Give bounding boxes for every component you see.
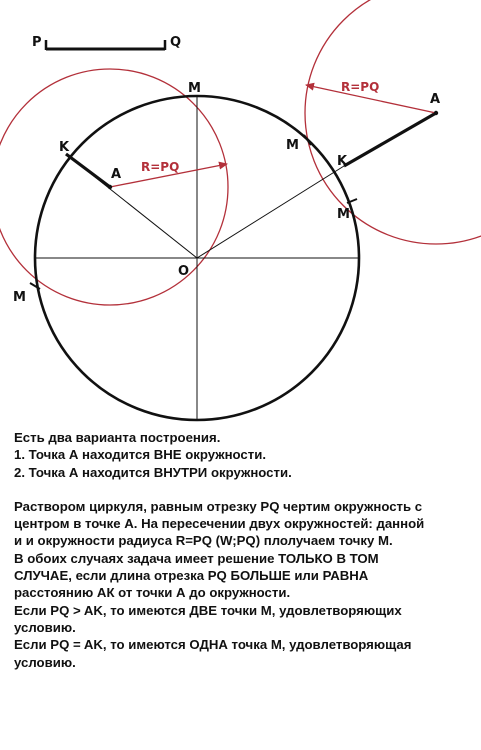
label-k-inner: K: [59, 140, 70, 155]
text-line-13: условию.: [14, 654, 76, 670]
label-radius-outer: R=PQ: [341, 80, 380, 94]
text-line-12: Если PQ = AK, то имеются ОДНА точка М, удовлетворяющая: [14, 637, 412, 653]
text-line-7: В обоих случаях задача имеет решение ТОЛЬКО В ТОМ: [14, 550, 379, 566]
text-line-9: расстоянию АК от точки А до окружности.: [14, 585, 291, 601]
text-line-11: условию.: [14, 619, 76, 635]
aux-circle-outer: [305, 0, 481, 244]
label-m-inner: M: [13, 290, 26, 305]
text-line-5: центром в точке А. На пересечении двух окружностей: данной: [14, 516, 425, 532]
text-line-6: и и окружности радиуса R=PQ (W;PQ) плолучаем точку М.: [14, 533, 393, 549]
explanation-text: [14, 429, 476, 671]
label-a-inner: A: [111, 167, 122, 182]
text-line-8: СЛУЧАЕ, если длина отрезка PQ БОЛЬШЕ или РАВНА: [14, 568, 369, 584]
text-line-4: Раствором циркуля, равным отрезку PQ чертим окружность с: [14, 498, 423, 514]
point-a-inner: [108, 185, 112, 189]
label-p: P: [32, 35, 42, 50]
radius-to-k-outer: [197, 166, 344, 258]
segment-ak-inner: [66, 154, 110, 187]
label-a-outer: A: [430, 92, 441, 107]
segment-ak-outer: [344, 113, 436, 166]
paragraph-gap: [14, 481, 476, 498]
text-line-3: 2. Точка А находится ВНУТРИ окружности.: [14, 464, 292, 480]
text-line-2: 1. Точка А находится ВНЕ окружности.: [14, 447, 266, 463]
text-line-1: Есть два варианта построения.: [14, 430, 221, 445]
label-m-top: M: [188, 81, 201, 96]
label-m-outer-2: M: [337, 207, 350, 222]
label-k-outer: K: [337, 154, 348, 169]
label-o: O: [178, 264, 190, 279]
point-a-outer: [434, 111, 438, 115]
text-line-10: Если PQ > AK, то имеются ДВЕ точки М, удовлетворяющих: [14, 602, 402, 618]
label-m-outer-1: M: [286, 138, 299, 153]
label-q: Q: [170, 35, 182, 50]
label-radius-inner: R=PQ: [141, 160, 180, 174]
